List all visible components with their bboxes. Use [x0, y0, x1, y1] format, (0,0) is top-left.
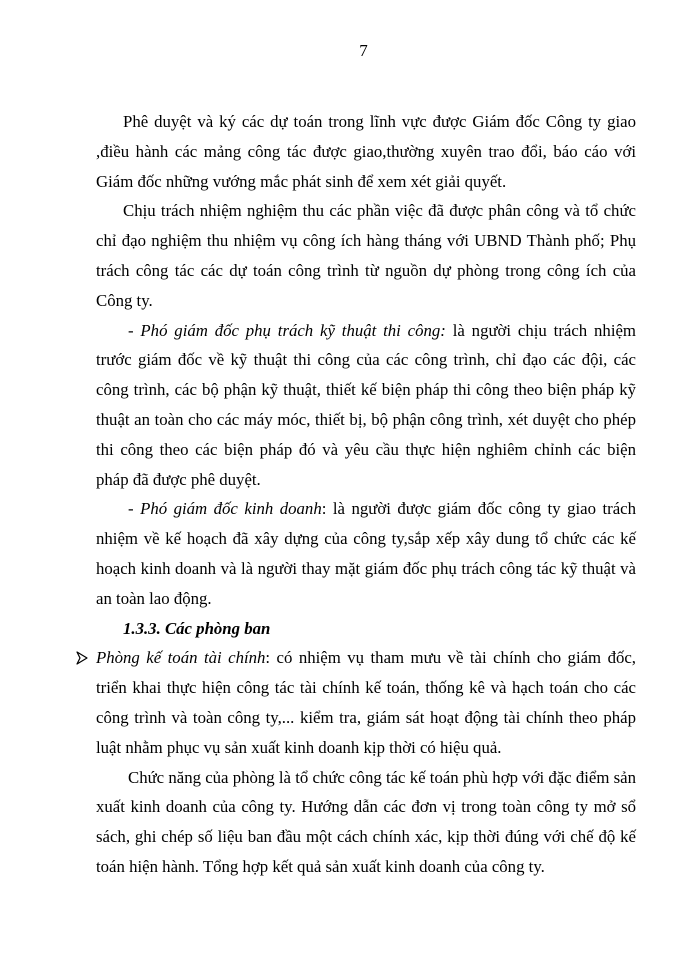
paragraph-acceptance-duties: Chịu trách nhiệm nghiệm thu các phần việc đã được phân công và tổ chức chỉ đạo nghiệm thu nhiệm vụ công ích hàng tháng với UBND Thành phố; Phụ trách công tác các dự toán công trình từ nguồn dự phòng trong công ích của Công ty. [96, 201, 636, 310]
paragraph-department-function: Chức năng của phòng là tổ chức công tác kế toán phù hợp với đặc điểm sản xuất kinh doanh của công ty. Hướng dẫn các đơn vị trong toàn công ty mở sổ sách, ghi chép số liệu ban đầu một cách chính xác, kịp thời đúng với chế độ kế toán hiện hành. Tổng hợp kết quả sản xuất kinh doanh của công ty. [96, 767, 636, 876]
deputy-business-text: : là người được giám đốc công ty giao trách nhiệm về kế hoạch đã xây dựng của công ty,sắp xếp xây dung tổ chức các kế hoạch kinh doanh và là người thay mặt giám đốc phụ trách công tác kỹ thuật và an toàn lao động. [96, 499, 637, 608]
page-number: 7 [359, 41, 368, 60]
accounting-department-title: Phòng kế toán tài chính [96, 648, 266, 668]
deputy-technical-text: là người chịu trách nhiệm trước giám đốc về kỹ thuật thi công của các công trình, chỉ đạo các đội, các công trình, các bộ phận kỹ thuật, thiết kế biện pháp thi công theo biện pháp kỹ thuật an toàn cho các máy móc, thiết bị, bộ phận công trình, xét duyệt cho phép thi công theo các biện pháp đó và yêu cầu thực hiện nghiêm chỉnh các biện pháp đã được phê duyệt. [96, 320, 636, 489]
paragraph-approval-duties: Phê duyệt và ký các dự toán trong lĩnh vực được Giám đốc Công ty giao ,điều hành các mảng công tác được giao,thường xuyên trao đổi, báo cáo với Giám đốc những vướng mắc phát sinh để xem xét giải quyết. [96, 112, 636, 191]
paragraph-deputy-business [96, 494, 636, 613]
accounting-department-text: : có nhiệm vụ tham mưu về tài chính cho giám đốc, triển khai thực hiện công tác tài chính kế toán, thống kê và hạch toán cho các công trình và toàn công ty,... kiểm tra, giám sát hoạt động tài chính theo pháp luật nhằm phục vụ sản xuất kinh doanh kịp thời có hiệu quả. [96, 648, 636, 757]
deputy-technical-title: - Phó giám đốc phụ trách kỹ thuật thi công: [128, 320, 446, 340]
section-heading: 1.3.3. Các phòng ban [123, 618, 271, 638]
paragraph-deputy-technical [96, 316, 636, 495]
paragraph-accounting-department [96, 643, 636, 762]
arrowhead-bullet-icon [76, 643, 92, 672]
document-body [96, 107, 636, 882]
deputy-business-title: - Phó giám đốc kinh doanh [128, 499, 322, 519]
